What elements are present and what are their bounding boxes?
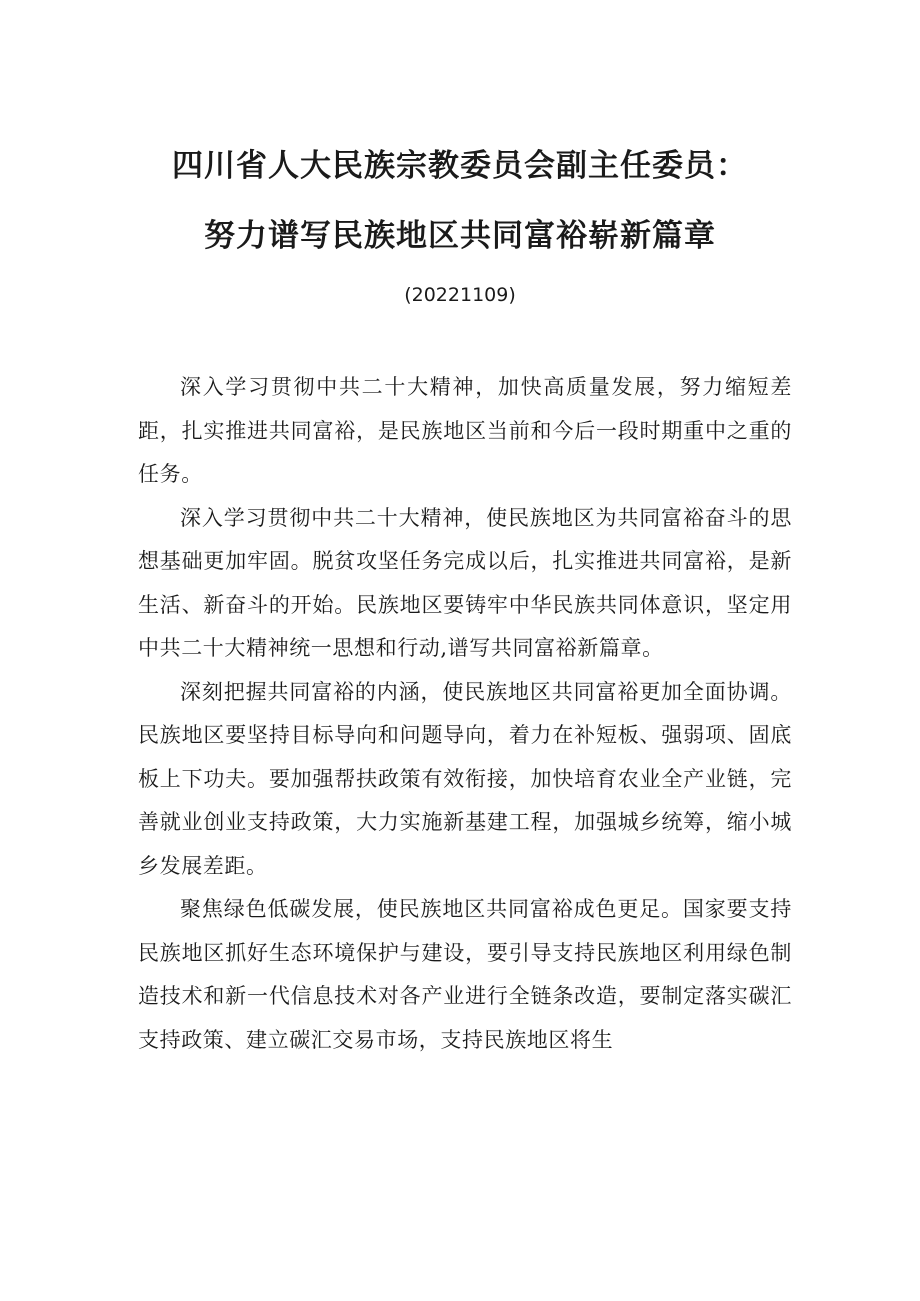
paragraph-4: 聚焦绿色低碳发展，使民族地区共同富裕成色更足。国家要支持民族地区抓好生态环境保护与建设，要引导支持民族地区利用绿色制造技术和新一代信息技术对各产业进行全链条改造，要制定落实碳汇支持政策、建立碳汇交易市场，支持民族地区将生	[138, 897, 792, 1052]
document-title-line-2: 努力谱写民族地区共同富裕崭新篇章	[204, 218, 716, 254]
document-body	[138, 366, 792, 1062]
paragraph-1: 深入学习贯彻中共二十大精神，加快高质量发展，努力缩短差距，扎实推进共同富裕，是民族地区当前和今后一段时期重中之重的任务。	[138, 375, 792, 486]
document-title-line-1: 四川省人大民族宗教委员会副主任委员：	[172, 148, 748, 184]
paragraph-2: 深入学习贯彻中共二十大精神，使民族地区为共同富裕奋斗的思想基础更加牢固。脱贫攻坚任务完成以后，扎实推进共同富裕，是新生活、新奋斗的开始。民族地区要铸牢中华民族共同体意识，坚定用中共二十大精神统一思想和行动,谱写共同富裕新篇章。	[138, 505, 792, 660]
paragraph-3: 深刻把握共同富裕的内涵，使民族地区共同富裕更加全面协调。民族地区要坚持目标导向和问题导向，着力在补短板、强弱项、固底板上下功夫。要加强帮扶政策有效衔接，加快培育农业全产业链，完善就业创业支持政策，大力实施新基建工程，加强城乡统筹，缩小城乡发展差距。	[138, 679, 792, 878]
document-date: (20221109)	[404, 284, 516, 306]
